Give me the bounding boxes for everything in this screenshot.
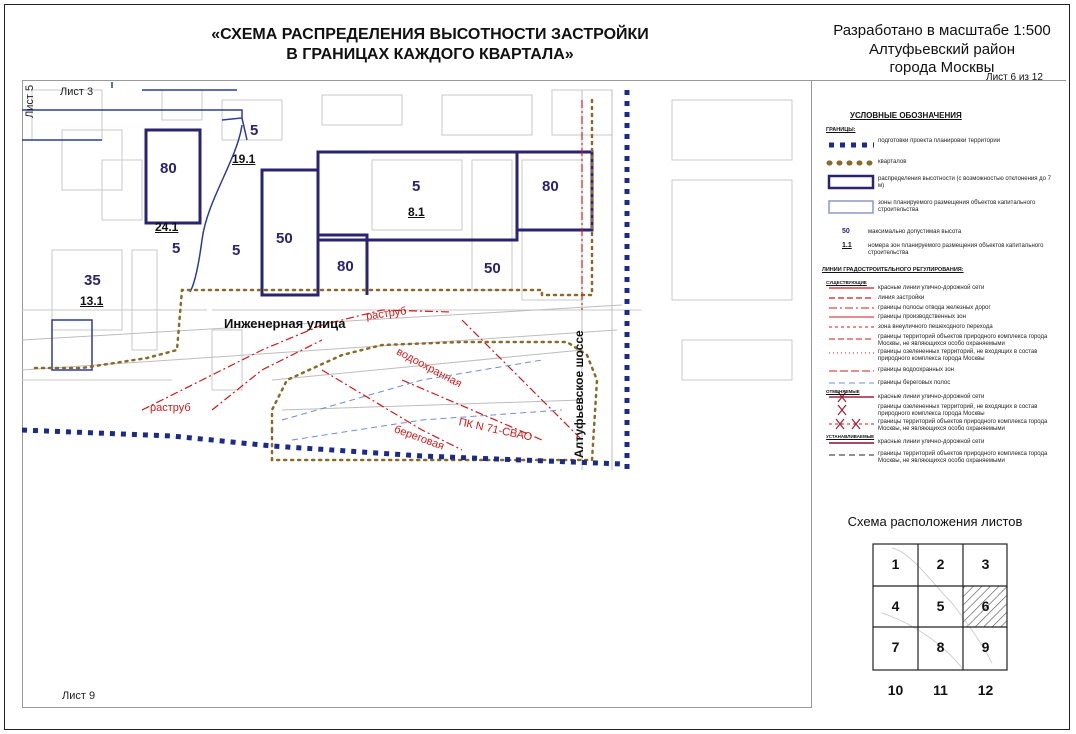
title-line-2: В ГРАНИЦАХ КАЖДОГО КВАРТАЛА» (286, 46, 574, 63)
page-number: Лист 6 из 12 (986, 72, 1043, 83)
height-label: 5 (232, 242, 241, 259)
blue-boundaries (22, 82, 247, 370)
height-label: 5 (172, 240, 181, 257)
legend-line-item: красные линии улично-дорожной сети (878, 285, 985, 291)
sheet-cell-7: 7 (891, 639, 900, 655)
zone-blue-outline (190, 125, 242, 292)
street-label-inzhenernaya: Инженерная улица (224, 316, 346, 331)
legend-line-item: границы территорий объектов природного комплекса города Москвы, не являющихся особо охраняемыми (878, 334, 1048, 347)
legend-sample-height: 50 (842, 228, 850, 235)
navy-height-boundaries (146, 130, 592, 295)
sheet-cell-11: 11 (933, 682, 948, 698)
scale-text: Разработано в масштабе 1:500 (833, 22, 1051, 39)
zone-number-label: 24.1 (155, 220, 179, 234)
height-label: 50 (484, 260, 501, 277)
legend-section-head: ГРАНИЦЫ: (826, 127, 856, 133)
height-label: 5 (412, 178, 421, 195)
legend-item-maxheight: максимально допустимая высота (868, 229, 962, 235)
project-boundary (22, 90, 627, 470)
sheet-label-top: Лист 3 (60, 86, 94, 98)
legend-line-item: красные линии улично-дорожной сети (878, 394, 985, 400)
legend-subhead: УСТАНАВЛИВАЕМЫЕ (826, 434, 875, 439)
height-label: 50 (276, 230, 293, 247)
sheet-cell-9: 9 (981, 639, 990, 655)
legend-line-item: границы полосы отвода железных дорог (878, 305, 991, 311)
legend-line-item: линия застройки (878, 295, 925, 301)
blue-dashed-lines (282, 360, 562, 440)
legend-line-item: границы водоохранных зон (878, 367, 954, 373)
sheet-cell-6-current: 6 (981, 598, 990, 614)
legend-line-item: границы озелененных территорий, не входящих в состав природного комплекса города Москвы (878, 349, 1038, 362)
sheet-cell-12: 12 (977, 682, 994, 698)
legend-item-height: распределения высотности (с возможностью отклонения до 7 м) (878, 176, 1051, 189)
legend-item-project: подготовки проекта планировки территории (878, 138, 1001, 144)
sheet-cell-1: 1 (891, 556, 900, 572)
sheet-cell-8: 8 (936, 639, 945, 655)
city-text: города Москвы (889, 59, 995, 76)
legend-line-item: границы производственных зон (878, 314, 966, 320)
height-label: 80 (160, 160, 177, 177)
road-label: раструб (365, 305, 408, 323)
height-label: 35 (84, 272, 101, 289)
shore-label: береговая (392, 423, 446, 453)
title-line-1: «СХЕМА РАСПРЕДЕЛЕНИЯ ВЫСОТНОСТИ ЗАСТРОЙКИ (211, 26, 649, 43)
water-zone-label: водоохранная (394, 345, 464, 391)
sheet-cell-2: 2 (936, 556, 945, 572)
sheet-grid-title: Схема расположения листов (847, 514, 1023, 529)
legend-line-item: зона внеуличного пешеходного перехода (878, 324, 993, 330)
legend-item-kvartal: кварталов (878, 159, 907, 165)
map-canvas (22, 80, 812, 708)
sheet-grid (873, 544, 1007, 698)
zone-number-label: 19.1 (232, 152, 256, 166)
legend-title: УСЛОВНЫЕ ОБОЗНАЧЕНИЯ (850, 111, 962, 120)
sheet-label-bottom: Лист 9 (62, 690, 96, 702)
legend-line-item: границы территорий объектов природного комплекса города Москвы, не являющихся особо охраняемыми (878, 419, 1048, 432)
zone-number-label: 8.1 (408, 205, 425, 219)
height-label: 80 (542, 178, 559, 195)
street-label-altufevskoe: Алтуфьевское шоссе (572, 330, 586, 458)
sheet-cell-5: 5 (936, 598, 945, 614)
roads (22, 90, 622, 470)
legend-line-item: границы озелененных территорий, не входящих в состав природного комплекса города Москвы (878, 404, 1038, 417)
road-label: раструб (150, 402, 191, 414)
district-text: Алтуфьевский район (868, 41, 1016, 58)
legend-sample-zone: 1.1 (842, 242, 852, 249)
sheet-cell-3: 3 (981, 556, 990, 572)
legend-item-zonenum: номера зон планируемого размещения объектов капитального строительства (868, 243, 1044, 256)
legend-line-item: красные линии улично-дорожной сети (878, 439, 985, 445)
sheet-cell-10: 10 (887, 682, 904, 698)
height-label: 5 (250, 122, 259, 139)
sheet-label-left: Лист 5 (24, 84, 36, 118)
legend-line-item: границы территорий объектов природного комплекса города Москвы, не являющихся особо охраняемыми (878, 451, 1048, 464)
zone-number-label: 13.1 (80, 294, 104, 308)
legend-line-item: границы береговых полос (878, 380, 951, 386)
legend-symbols (826, 136, 876, 466)
legend-section-head: ЛИНИИ ГРАДОСТРОИТЕЛЬНОГО РЕГУЛИРОВАНИЯ: (822, 267, 964, 273)
nature-complex-label: ПК N 71-СВАО (457, 416, 534, 444)
height-label: 80 (337, 258, 354, 275)
sheet-cell-4: 4 (891, 598, 900, 614)
legend-subhead: ОТМЕНЯЕМЫЕ (826, 389, 860, 394)
legend-item-zone: зоны планируемого размещения объектов капитального строительства (878, 200, 1036, 213)
legend-subhead: СУЩЕСТВУЮЩИЕ (826, 280, 867, 285)
